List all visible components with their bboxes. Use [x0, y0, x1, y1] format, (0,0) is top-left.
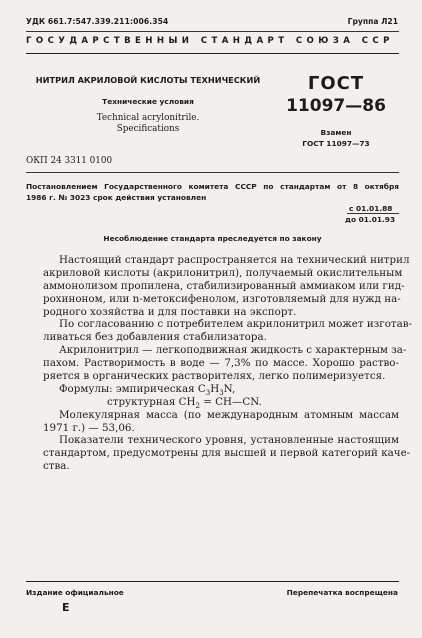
document-subtitle: Технические условия — [102, 97, 194, 106]
p4-line1: Молекулярная масса (по международным атомным массам — [59, 408, 399, 421]
p1-line3: аммонолизом пропилена, стабилизированный аммиаком или гид- — [43, 279, 405, 292]
p5-line1: Показатели технического уровня, установленные настоящим — [59, 434, 399, 447]
decree-line2: 1986 г. № 3023 срок действия установлен — [26, 193, 207, 202]
okp-code: ОКП 24 3311 0100 — [26, 156, 113, 166]
english-title-line1: Technical acrylonitrile. — [96, 113, 200, 123]
edition-letter: Е — [62, 601, 70, 614]
p1-line1: Настоящий стандарт распространяется на технический нитрил — [59, 254, 410, 266]
p5-line3: ства. — [43, 460, 70, 473]
reprint-prohibited: Перепечатка воспрещена — [286, 588, 398, 597]
formula-structural: структурная $CH_2$ = CH—CN. — [107, 395, 262, 410]
effective-from: с 01.01.88 — [349, 204, 393, 213]
formula-empirical: Формулы: эмпирическая $C_3H_3N$, — [59, 382, 236, 397]
gost-label: ГОСТ — [307, 73, 365, 94]
body-text — [43, 254, 413, 473]
legal-warning: Несоблюдение стандарта преследуется по закону — [103, 234, 322, 243]
effective-from-rule — [347, 213, 399, 214]
replaces-label: Взамен — [320, 128, 352, 137]
decree-line1: Постановлением Государственного комитета СССР по стандартам от 8 октября — [26, 182, 399, 191]
p2-line2: ливаться без добавления стабилизатора. — [43, 331, 267, 344]
udk-code: УДК 661.7:547.339.211:006.354 — [26, 17, 169, 26]
p3-line2: пахом. Растворимость в воде — 7,3% по массе. Хорошо раство- — [43, 357, 399, 370]
header-rule-bottom — [26, 53, 399, 54]
p2-line1: По согласованию с потребителем акрилонитрил может изготав- — [59, 318, 413, 331]
p1-line4: рохиноном, или n-метоксифенолом, изготовляемый для нужд на- — [43, 292, 401, 305]
p5-line2: стандартом, предусмотрены для высшей и первой категорий каче- — [43, 447, 411, 460]
footer-rule — [26, 581, 399, 582]
english-title-line2: Specifications — [116, 124, 180, 134]
gost-number: 11097—86 — [286, 96, 386, 116]
p3-line3: ряется в органических растворителях, легко полимеризуется. — [43, 370, 386, 383]
p1-line5: родного хозяйства и для поставки на экспорт. — [43, 305, 297, 318]
state-standard-banner: ГОСУДАРСТВЕННЫЙ СТАНДАРТ СОЮЗА ССР — [26, 36, 394, 46]
okp-rule — [26, 172, 399, 173]
effective-to: до 01.01.93 — [345, 215, 396, 224]
p1-line2: акриловой кислоты (акрилонитрил), получаемый окислительным — [43, 266, 403, 279]
document-title: НИТРИЛ АКРИЛОВОЙ КИСЛОТЫ ТЕХНИЧЕСКИЙ — [35, 75, 261, 85]
replaced-standard: ГОСТ 11097—73 — [302, 139, 370, 148]
group-code: Группа Л21 — [347, 17, 398, 26]
p4-line2: 1971 г.) — 53,06. — [43, 421, 135, 434]
official-edition: Издание официальное — [26, 588, 124, 597]
p3-line1: Акрилонитрил — легкоподвижная жидкость с характерным за- — [59, 344, 407, 357]
header-rule-top — [26, 31, 399, 32]
